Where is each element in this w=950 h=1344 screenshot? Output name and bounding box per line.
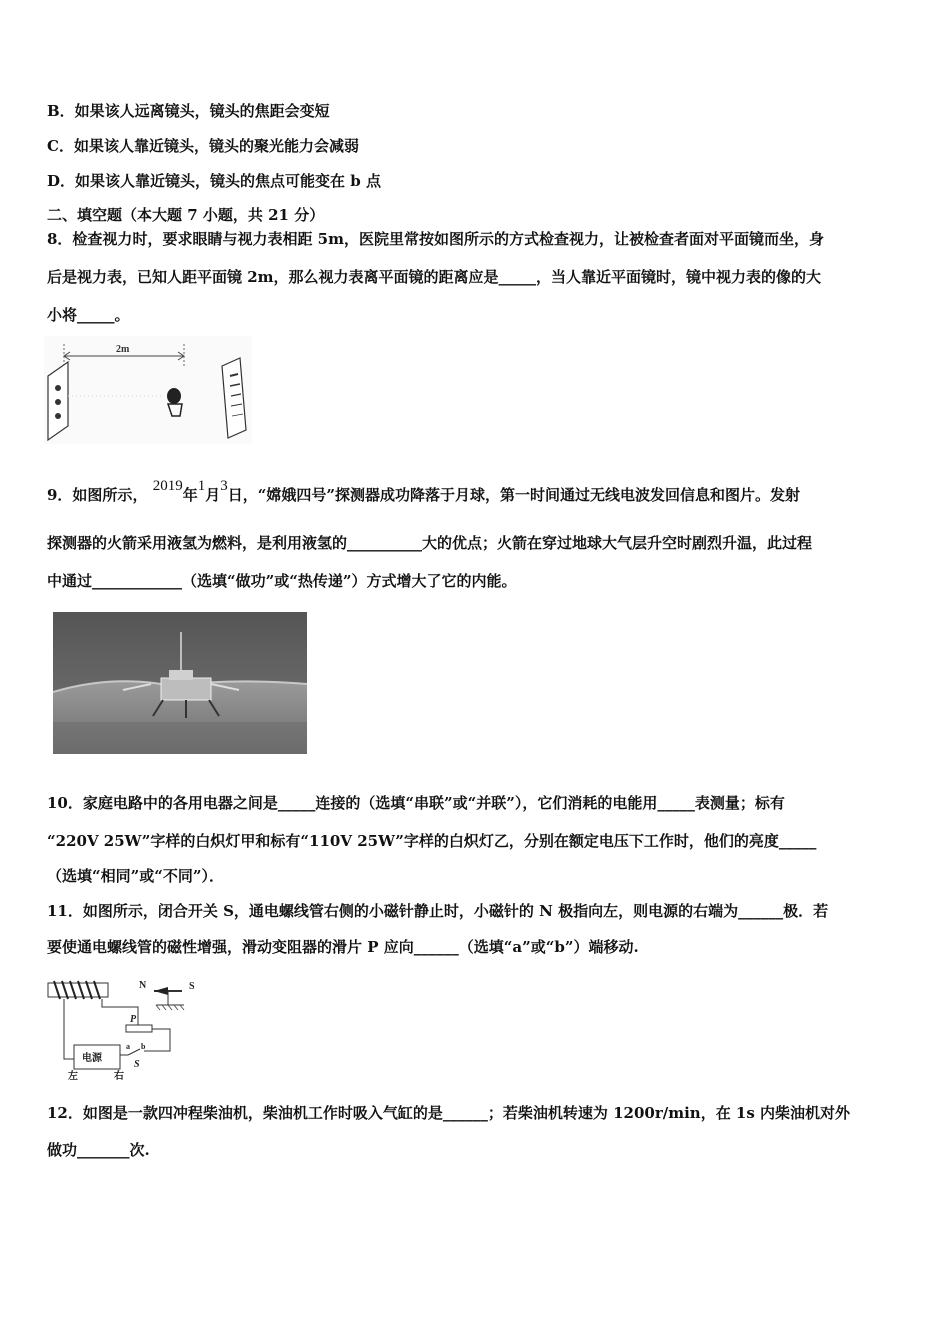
q9-year-unit: 年 xyxy=(182,486,198,504)
q9-intro: 9．如图所示， xyxy=(47,486,148,504)
label-a: a xyxy=(126,1042,130,1051)
rheostat xyxy=(126,1025,152,1032)
q11-line2: 要使通电螺线管的磁性增强，滑动变阻器的滑片 P 应向______（选填“a”或“b”）端移动. xyxy=(47,938,639,956)
q9-day: 3 xyxy=(220,478,228,494)
option-d: D．如果该人靠近镜头，镜头的焦点可能变在 b 点 xyxy=(47,172,381,190)
q11-line1: 11．如图所示，闭合开关 S，通电螺线管右侧的小磁针静止时，小磁针的 N 极指向左，则电源的右端为______极．若 xyxy=(47,902,829,920)
q12-line2: 做功_______次. xyxy=(47,1141,150,1159)
label-n: N xyxy=(139,980,147,991)
section-heading: 二、填空题（本大题 7 小题，共 21 分） xyxy=(47,206,325,224)
q8-line1: 8．检查视力时，要求眼睛与视力表相距 5m，医院里常按如图所示的方式检查视力，让被检查者面对平面镜而坐，身 xyxy=(47,230,824,248)
option-c: C．如果该人靠近镜头，镜头的聚光能力会减弱 xyxy=(47,137,359,155)
q9-line1 xyxy=(47,478,800,506)
distance-label: 2m xyxy=(116,344,130,355)
label-switch: S xyxy=(134,1059,140,1070)
q8-line3: 小将_____。 xyxy=(47,306,130,324)
q10-line3: （选填“相同”或“不同”）． xyxy=(47,867,225,885)
q9-month: 1 xyxy=(197,478,206,494)
person-head xyxy=(167,388,181,404)
q9-year: 2019 xyxy=(152,478,183,494)
q8-line2: 后是视力表，已知人距平面镜 2m，那么视力表离平面镜的距离应是_____，当人靠近平面镜时，镜中视力表的像的大 xyxy=(47,268,822,286)
figure-vision-test xyxy=(44,336,252,444)
q9-rest: 日，“嫦娥四号”探测器成功降落于月球，第一时间通过无线电波发回信息和图片。发射 xyxy=(227,486,800,504)
q9-line2: 探测器的火箭采用液氢为燃料，是利用液氢的__________大的优点；火箭在穿过地球大气层升空时剧烈升温，此过程 xyxy=(47,534,813,552)
figure-lunar-lander-photo xyxy=(53,612,307,754)
label-s: S xyxy=(189,981,195,992)
q9-line3: 中通过____________（选填“做功”或“热传递”）方式增大了它的内能。 xyxy=(47,572,517,590)
q10-line2: “220V 25W”字样的白炽灯甲和标有“110V 25W”字样的白炽灯乙，分别在额定电压下工作时，他们的亮度_____ xyxy=(47,832,817,850)
label-b: b xyxy=(141,1042,146,1051)
q9-month-unit: 月 xyxy=(205,486,221,504)
q10-line1: 10．家庭电路中的各用电器之间是_____连接的（选填“串联”或“并联”），它们消耗的电能用_____表测量；标有 xyxy=(47,794,785,812)
label-power: 电源 xyxy=(82,1053,102,1064)
label-right: 右 xyxy=(114,1071,124,1082)
label-p: P xyxy=(130,1014,137,1025)
q12-line1: 12．如图是一款四冲程柴油机，柴油机工作时吸入气缸的是______；若柴油机转速为 1200r/min，在 1s 内柴油机对外 xyxy=(47,1104,851,1122)
option-b: B．如果该人远离镜头，镜头的焦距会变短 xyxy=(47,102,330,120)
figure-solenoid-circuit xyxy=(44,975,214,1083)
label-left: 左 xyxy=(68,1071,78,1082)
